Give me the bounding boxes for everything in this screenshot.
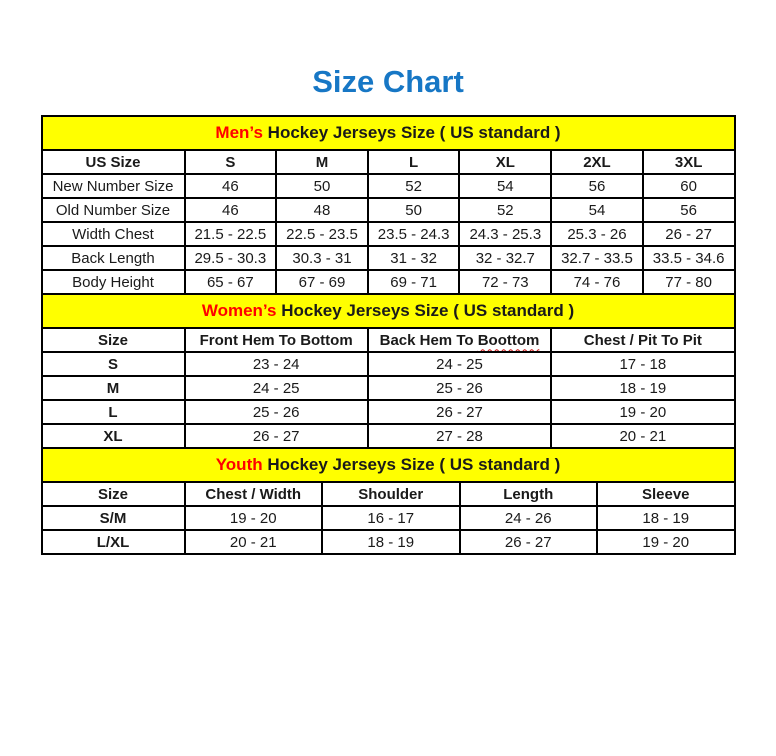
womens-col-header: Chest / Pit To Pit [551,328,734,352]
size-value: 29.5 - 30.3 [185,246,277,270]
mens-section-highlight: Men’s [215,123,263,142]
row-label: Back Length [42,246,185,270]
size-value: 52 [459,198,551,222]
size-value: 46 [185,174,277,198]
row-label: XL [42,424,185,448]
size-value: 67 - 69 [276,270,368,294]
womens-header-row [42,328,735,352]
row-label: L [42,400,185,424]
mens-col-header: US Size [42,150,185,174]
row-label: Old Number Size [42,198,185,222]
size-value: 48 [276,198,368,222]
size-chart [41,115,736,555]
size-value: 54 [459,174,551,198]
size-value: 23.5 - 24.3 [368,222,460,246]
size-value: 23 - 24 [185,352,368,376]
size-value: 31 - 32 [368,246,460,270]
size-value: 26 - 27 [368,400,551,424]
size-value: 56 [551,174,643,198]
size-value: 33.5 - 34.6 [643,246,735,270]
size-value: 69 - 71 [368,270,460,294]
size-value: 18 - 19 [597,506,735,530]
size-value: 19 - 20 [551,400,734,424]
size-value: 32.7 - 33.5 [551,246,643,270]
womens-section-highlight: Women’s [201,301,277,320]
size-value: 60 [643,174,735,198]
size-value: 18 - 19 [322,530,460,554]
size-chart-page [0,64,776,555]
page-title: Size Chart [312,64,464,99]
size-value: 20 - 21 [551,424,734,448]
womens-section-title [42,294,735,328]
youth-col-header: Length [460,482,598,506]
womens-section-text: Hockey Jerseys Size ( US standard ) [276,301,575,320]
womens-row [42,424,735,448]
youth-section-title [42,448,735,482]
size-value: 50 [368,198,460,222]
womens-row [42,352,735,376]
womens-row [42,376,735,400]
size-value: 17 - 18 [551,352,734,376]
size-value: 77 - 80 [643,270,735,294]
youth-row [42,506,735,530]
size-value: 20 - 21 [185,530,323,554]
size-value: 30.3 - 31 [276,246,368,270]
size-value: 21.5 - 22.5 [185,222,277,246]
size-value: 25 - 26 [368,376,551,400]
youth-section-band-row [42,448,735,482]
mens-size-table [41,115,736,295]
mens-row [42,246,735,270]
size-value: 56 [643,198,735,222]
mens-section-band-row [42,116,735,150]
mens-section-title [42,116,735,150]
mens-col-header: S [185,150,277,174]
row-label: Width Chest [42,222,185,246]
womens-row [42,400,735,424]
size-value: 24.3 - 25.3 [459,222,551,246]
row-label: S/M [42,506,185,530]
size-value: 65 - 67 [185,270,277,294]
size-value: 52 [368,174,460,198]
womens-col-header: Size [42,328,185,352]
size-value: 72 - 73 [459,270,551,294]
row-label: New Number Size [42,174,185,198]
size-value: 25 - 26 [185,400,368,424]
size-value: 32 - 32.7 [459,246,551,270]
row-label: S [42,352,185,376]
youth-row [42,530,735,554]
size-value: 19 - 20 [185,506,323,530]
youth-section-text: Hockey Jerseys Size ( US standard ) [262,455,561,474]
youth-col-header: Chest / Width [185,482,323,506]
row-label: L/XL [42,530,185,554]
mens-section-text: Hockey Jerseys Size ( US standard ) [262,123,561,142]
youth-section-highlight: Youth [215,455,263,474]
youth-col-header: Size [42,482,185,506]
size-value: 26 - 27 [460,530,598,554]
size-value: 27 - 28 [368,424,551,448]
misspelled-word: Boottom [477,331,540,349]
size-value: 16 - 17 [322,506,460,530]
mens-header-row [42,150,735,174]
size-value: 26 - 27 [185,424,368,448]
youth-col-header: Shoulder [322,482,460,506]
size-value: 25.3 - 26 [551,222,643,246]
size-value: 46 [185,198,277,222]
womens-col-header: Back Hem To Boottom [368,328,551,352]
womens-section-band-row [42,294,735,328]
youth-col-header: Sleeve [597,482,735,506]
size-value: 22.5 - 23.5 [276,222,368,246]
size-value: 24 - 26 [460,506,598,530]
mens-row [42,270,735,294]
mens-col-header: M [276,150,368,174]
size-value: 18 - 19 [551,376,734,400]
size-value: 24 - 25 [185,376,368,400]
row-label: Body Height [42,270,185,294]
size-value: 19 - 20 [597,530,735,554]
youth-header-row [42,482,735,506]
size-value: 24 - 25 [368,352,551,376]
row-label: M [42,376,185,400]
mens-col-header: 3XL [643,150,735,174]
womens-size-table [41,293,736,449]
youth-size-table [41,447,736,555]
mens-col-header: L [368,150,460,174]
size-value: 50 [276,174,368,198]
womens-col-header: Front Hem To Bottom [185,328,368,352]
mens-row [42,174,735,198]
mens-row [42,222,735,246]
mens-col-header: XL [459,150,551,174]
mens-row [42,198,735,222]
mens-col-header: 2XL [551,150,643,174]
size-value: 74 - 76 [551,270,643,294]
size-value: 54 [551,198,643,222]
size-value: 26 - 27 [643,222,735,246]
